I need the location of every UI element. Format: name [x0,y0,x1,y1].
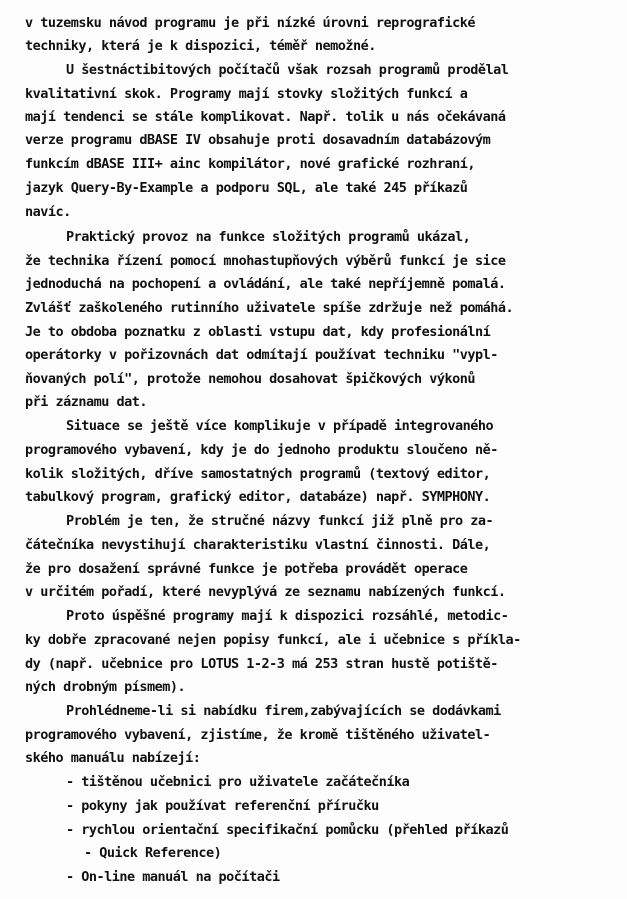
text-line: mají tendenci se stále komplikovat. Např. tolik u nás očekávaná [25,109,506,125]
text-line: v tuzemsku návod programu je při nízké úrovni reprografické [25,15,476,31]
text-line: navíc. [25,204,71,220]
text-line: kolik složitých, dříve samostatných programů (textový editor, [25,466,491,482]
text-line: Situace se ještě více komplikuje v případě integrovaného [66,418,494,434]
text-line: U šestnáctibitových počítačů však rozsah programů prodělal [66,62,509,78]
text-line: že technika řízení pomocí mnohastupňových výběrů funkcí je sice [25,253,506,269]
text-line: čátečníka nevystihují charakteristiku vlastní činnosti. Dále, [25,537,491,553]
text-line: Je to obdoba poznatku z oblasti vstupu dat, kdy profesionální [25,324,491,340]
text-line: že pro dosažení správné funkce je potřeba provádět operace [25,561,468,577]
text-line: při záznamu dat. [25,394,148,410]
text-line: Praktický provoz na funkce složitých programů ukázal, [66,229,471,245]
text-line: programového vybavení, zjistíme, že kromě tištěného uživatel- [25,727,491,743]
text-line: tabulkový program, grafický editor, databáze) např. SYMPHONY. [25,489,491,505]
text-line: verze programu dBASE IV obsahuje proti dosavadním databázovým [25,132,491,148]
list-item: - On-line manuál na počítači [66,869,280,885]
text-line: ňovaných polí", protože nemohou dosahovat špičkových výkonů [25,371,476,387]
list-item: - rychlou orientační specifikační pomůcku (přehled příkazů [66,822,509,838]
text-line: techniky, která je k dispozici, téměř nemožné. [25,38,376,54]
text-line: kvalitativní skok. Programy mají stovky složitých funkcí a [25,86,468,102]
text-line: operátorky v pořizovnách dat odmítají používat techniku "vypl- [25,347,498,363]
text-line: ných drobným písmem). [25,679,186,695]
text-line: Proto úspěšné programy mají k dispozici rozsáhlé, metodic- [66,608,509,624]
text-line: dy (např. učebnice pro LOTUS 1-2-3 má 253 stran hustě potiště- [25,656,498,672]
list-item-continuation: - Quick Reference) [84,845,222,861]
text-line: jednoduchá na pochopení a ovládání, ale také nepříjemně pomalá. [25,276,506,292]
text-line: Prohlédneme-li si nabídku firem,zabývajících se dodávkami [66,703,501,719]
list-item: - pokyny jak používat referenční příručku [66,798,379,814]
text-line: programového vybavení, kdy je do jednoho produktu sloučeno ně- [25,442,498,458]
text-line: v určitém pořadí, které nevyplývá ze seznamu nabízených funkcí. [25,584,506,600]
text-line: ky dobře zpracované nejen popisy funkcí, ale i učebnice s příkla- [25,632,521,648]
text-line: Zvlášť zaškoleného rutinního uživatele spíše zdržuje než pomáhá. [25,300,514,316]
text-line: jazyk Query-By-Example a podporu SQL, ale také 245 příkazů [25,180,468,196]
text-line: ského manuálu nabízejí: [25,750,201,766]
text-line: Problém je ten, že stručné názvy funkcí již plně pro za- [66,513,494,529]
text-line: funkcím dBASE III+ ainc kompilátor, nové grafické rozhraní, [25,156,476,172]
list-item: - tištěnou učebnici pro uživatele začátečníka [66,774,410,790]
